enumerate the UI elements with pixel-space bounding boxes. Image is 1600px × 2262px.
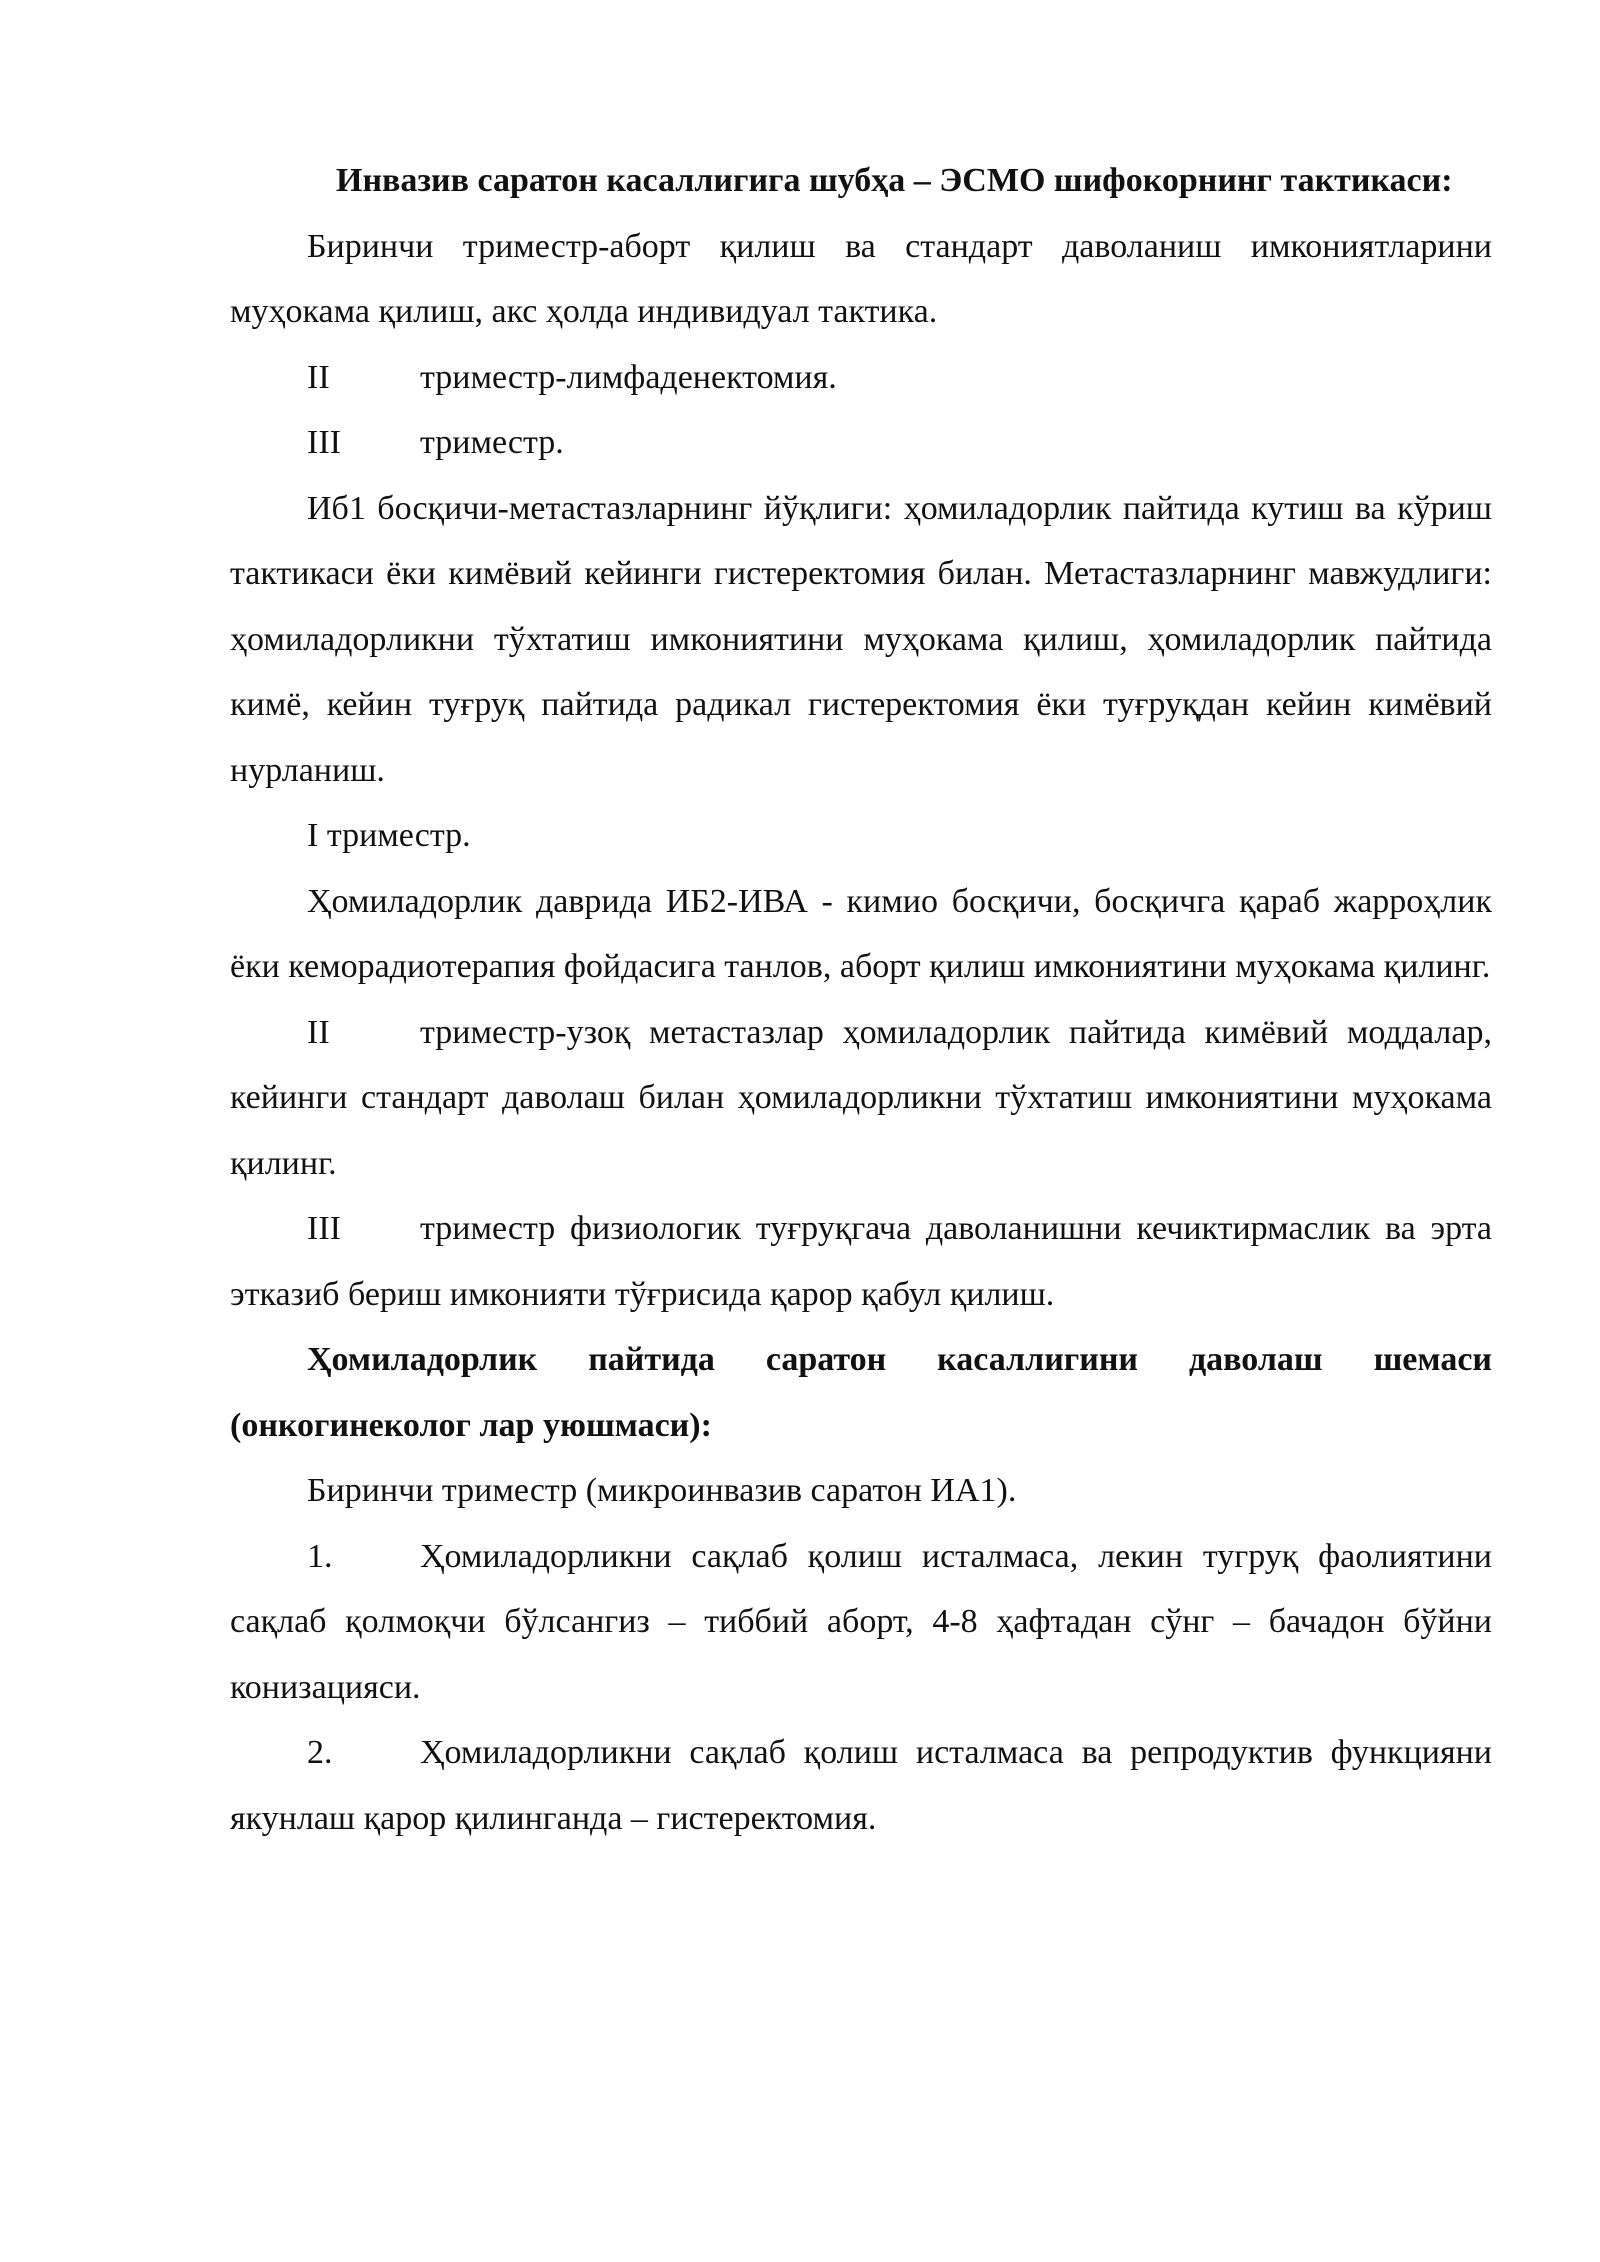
list-item-text: триместр физиологик туғруқгача даволанишни кечиктирмаслик ва эрта этказиб бериш имконияти тўғрисида қарор қабул қилиш. — [230, 1210, 1492, 1313]
paragraph-stage-ib1: Иб1 босқичи-метастазларнинг йўқлиги: ҳомиладорлик пайтида кутиш ва кўриш тактикаси ёки кимёвий кейинги гистеректомия билан. Метастазларнинг мавжудлиги: ҳомиладорликни тўхтатиш имкониятини муҳокама қилиш, ҳомиладорлик пайтида кимё, кейин туғруқ пайтида радикал гистеректомия ёки туғруқдан кейин кимёвий нурланиш. — [230, 489, 1492, 789]
numbered-item-2 — [230, 1720, 1492, 1851]
list-item-text: триместр. — [420, 424, 564, 461]
list-item-third-trimester — [230, 410, 1492, 476]
paragraph-first-trimester-label: I триместр. — [307, 817, 471, 854]
list-marker: II — [307, 358, 330, 396]
list-item-second-trimester-metastases — [230, 1000, 1492, 1197]
paragraph-ib2-iva: Ҳомиладорлик даврида ИБ2-ИВА - кимио босқичи, босқичга қараб жарроҳлик ёки кеморадиотерапия фойдасига танлов, аборт қилиш имкониятини муҳокама қилинг. — [230, 882, 1492, 985]
list-marker: III — [307, 424, 341, 461]
list-marker: II — [307, 1013, 330, 1051]
numbered-item-1 — [230, 1524, 1492, 1721]
list-item-text: триместр-лимфаденектомия. — [420, 358, 837, 396]
list-item-second-trimester — [230, 345, 1492, 411]
list-item-text: триместр-узоқ метастазлар ҳомиладорлик пайтида кимёвий моддалар, кейинги стандарт даволаш билан ҳомиладорликни тўхтатиш имкониятини муҳокама қилинг. — [230, 1013, 1492, 1182]
list-marker: 2. — [307, 1734, 333, 1771]
list-marker: 1. — [307, 1537, 333, 1575]
section-heading-esmo-tactics: Инвазив саратон касаллигига шубҳа – ЭСМО шифокорнинг тактикаси: — [336, 162, 1453, 199]
paragraph-first-trimester-ia1: Биринчи триместр (микроинвазив саратон ИА1). — [307, 1472, 1017, 1509]
section-heading-treatment-scheme: Ҳомиладорлик пайтида саратон касаллигини даволаш шемаси (онкогинеколог лар уюшмаси): — [230, 1341, 1492, 1444]
paragraph-first-trimester: Биринчи триместр-аборт қилиш ва стандарт даволаниш имкониятларини муҳокама қилиш, акс ҳолда индивидуал тактика. — [230, 227, 1492, 330]
list-marker: III — [307, 1210, 341, 1247]
list-item-text: Ҳомиладорликни сақлаб қолиш исталмаса ва репродуктив функцияни якунлаш қарор қилинганда – гистеректомия. — [230, 1734, 1492, 1837]
document-page — [230, 148, 1492, 1851]
list-item-text: Ҳомиладорликни сақлаб қолиш исталмаса, лекин тугруқ фаолиятини сақлаб қолмоқчи бўлсангиз – тиббий аборт, 4-8 ҳафтадан сўнг – бачадон бўйни конизацияси. — [230, 1537, 1492, 1706]
list-item-third-trimester-delivery — [230, 1196, 1492, 1327]
